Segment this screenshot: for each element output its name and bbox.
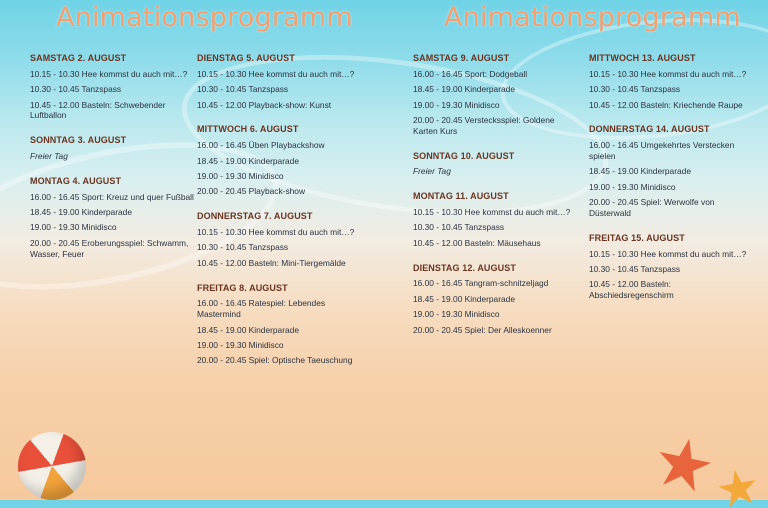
event-item: 16.00 - 16.45 Tangram-schnitzeljagd	[413, 278, 549, 289]
event-item: 20.00 - 20.45 Spiel: Optische Taeuschung	[197, 355, 353, 366]
event-item: 20.00 - 20.45 Playback-show	[197, 186, 306, 197]
event-item: 10.45 - 12.00 Basteln: Schwebender Luftballon	[30, 99, 166, 121]
schedule-column-3	[413, 53, 581, 349]
schedule-column-2	[197, 53, 365, 380]
day-title: DONNERSTAG 14. AUGUST	[589, 124, 710, 135]
day-block	[413, 151, 581, 178]
day-block	[197, 53, 365, 110]
event-item: 19.00 - 19.30 Minidisco	[197, 170, 284, 181]
event-item: 10.15 - 10.30 Hee kommst du auch mit…?	[589, 248, 747, 259]
event-item: 10.45 - 12.00 Basteln: Mäusehaus	[413, 237, 541, 248]
event-item: 20.00 - 20.45 Eroberungsspiel: Schwamm, Wasser, Feuer	[30, 237, 189, 259]
event-item: Freier Tag	[30, 150, 68, 161]
event-item: 10.30 - 10.45 Tanzspass	[197, 242, 289, 253]
starfish-icon	[656, 436, 712, 492]
day-block	[589, 53, 757, 110]
day-title: SAMSTAG 9. AUGUST	[413, 53, 510, 63]
day-title: MITTWOCH 6. AUGUST	[197, 124, 299, 135]
event-item: 19.00 - 19.30 Minidisco	[30, 222, 117, 233]
event-item: 18.45 - 19.00 Kinderparade	[197, 324, 299, 335]
day-block	[197, 283, 365, 367]
event-item: 19.00 - 19.30 Minidisco	[589, 181, 676, 192]
day-block	[197, 124, 365, 197]
event-item: 10.45 - 12.00 Basteln: Mini-Tiergemälde	[197, 257, 346, 268]
day-title: FREITAG 15. AUGUST	[589, 232, 685, 243]
event-item: 10.15 - 10.30 Hee kommst du auch mit…?	[413, 206, 571, 217]
day-block	[30, 135, 198, 162]
day-block	[413, 263, 581, 336]
schedule-column-1	[30, 53, 198, 273]
event-item: 16.00 - 16.45 Sport: Dodgeball	[413, 68, 528, 79]
event-item: 10.15 - 10.30 Hee kommst du auch mit…?	[30, 68, 188, 79]
event-item: 10.15 - 10.30 Hee kommst du auch mit…?	[197, 226, 355, 237]
event-item: 19.00 - 19.30 Minidisco	[197, 339, 284, 350]
event-item: 16.00 - 16.45 Üben Playbackshow	[197, 140, 325, 151]
event-item: 16.00 - 16.45 Ratespiel: Lebendes Mastermind	[197, 298, 326, 320]
event-item: 19.00 - 19.30 Minidisco	[413, 309, 500, 320]
event-item: 18.45 - 19.00 Kinderparade	[413, 84, 515, 95]
schedule-column-4	[589, 53, 757, 315]
event-item: 10.30 - 10.45 Tanzspass	[413, 222, 505, 233]
day-title: DIENSTAG 5. AUGUST	[197, 53, 295, 63]
starfish-icon	[718, 468, 758, 508]
event-item: 19.00 - 19.30 Minidisco	[413, 99, 500, 110]
event-item: 18.45 - 19.00 Kinderparade	[413, 293, 515, 304]
day-block	[197, 211, 365, 268]
day-title: DIENSTAG 12. AUGUST	[413, 262, 516, 273]
day-title: FREITAG 8. AUGUST	[197, 282, 288, 293]
day-block	[30, 176, 198, 260]
page-title-right: Animationsprogramm	[444, 2, 741, 33]
event-item: 10.15 - 10.30 Hee kommst du auch mit…?	[197, 68, 355, 79]
event-item: 10.30 - 10.45 Tanzspass	[197, 84, 289, 95]
event-item: 10.30 - 10.45 Tanzspass	[589, 84, 681, 95]
event-item: 18.45 - 19.00 Kinderparade	[197, 155, 299, 166]
event-item: 20.00 - 20.45 Spiel: Werwolfe von Düsterwald	[589, 197, 715, 218]
event-item: 20.00 - 20.45 Spiel: Der Alleskoenner	[413, 324, 552, 335]
day-block	[589, 124, 757, 218]
event-item: 16.00 - 16.45 Umgekehrtes Verstecken spielen	[589, 140, 735, 161]
beach-ball-icon	[18, 432, 86, 500]
event-item: 18.45 - 19.00 Kinderparade	[30, 206, 132, 217]
day-title: SONNTAG 10. AUGUST	[413, 150, 515, 161]
day-title: MONTAG 11. AUGUST	[413, 191, 509, 202]
event-item: 10.15 - 10.30 Hee kommst du auch mit…?	[589, 68, 747, 79]
event-item: 20.00 - 20.45 Verstecksspiel: Goldene Karten Kurs	[413, 114, 555, 136]
event-item: 10.30 - 10.45 Tanzspass	[589, 263, 681, 274]
event-item: 10.30 - 10.45 Tanzspass	[30, 84, 122, 95]
day-title: DONNERSTAG 7. AUGUST	[197, 211, 313, 222]
event-item: 10.45 - 12.00 Basteln: Abschiedsregenschirm	[589, 279, 674, 301]
day-block	[413, 191, 581, 248]
event-item: 16.00 - 16.45 Sport: Kreuz und quer Fußball	[30, 191, 194, 202]
event-item: Freier Tag	[413, 166, 451, 177]
day-block	[30, 53, 198, 121]
day-title: MITTWOCH 13. AUGUST	[589, 53, 696, 63]
day-title: MONTAG 4. AUGUST	[30, 175, 122, 186]
day-title: SONNTAG 3. AUGUST	[30, 135, 127, 146]
event-item: 10.45 - 12.00 Basteln: Kriechende Raupe	[589, 99, 743, 110]
day-title: SAMSTAG 2. AUGUST	[30, 53, 127, 63]
event-item: 18.45 - 19.00 Kinderparade	[589, 166, 691, 177]
day-block	[589, 233, 757, 301]
day-block	[413, 53, 581, 137]
event-item: 10.45 - 12.00 Playback-show: Kunst	[197, 99, 332, 110]
page-title-left: Animationsprogramm	[56, 2, 353, 33]
